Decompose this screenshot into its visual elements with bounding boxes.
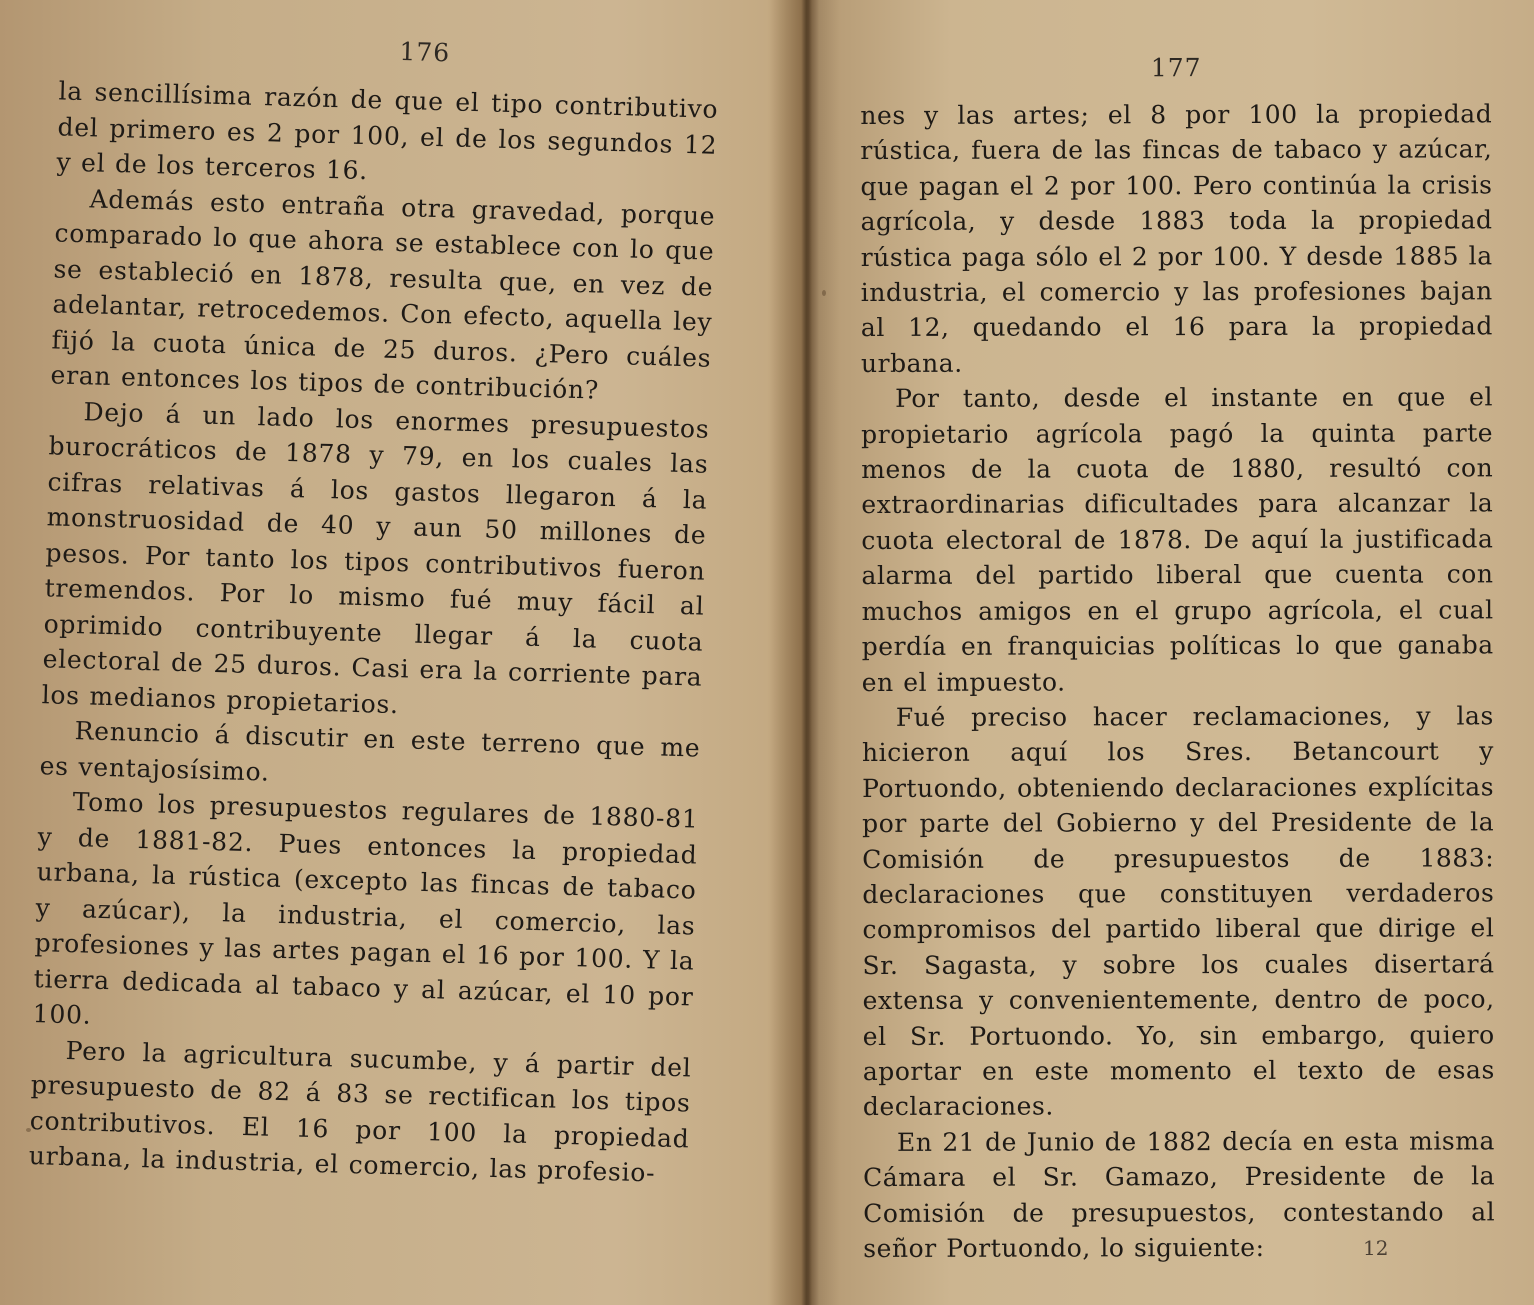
paragraph: Además esto entraña otra gravedad, porque comparado lo que ahora se establece con lo que se estableció en 1878, resulta que, en vez de adelantar, retrocedemos. Con efecto, aquella ley fijó la cuota única de 25 duros. ¿Pero cuáles eran entonces los tipos de contribución?	[50, 183, 716, 405]
paragraph: En 21 de Junio de 1882 decía en esta misma Cámara el Sr. Gamazo, Presidente de la Comisión de presupuestos, contestando al señor Portuondo, lo siguiente:	[863, 1126, 1496, 1263]
paragraph: Pero la agricultura sucumbe, y á partir del presupuesto de 82 á 83 se rectifican los tipos contributivos. El 16 por 100 la propiedad urbana, la industria, el comercio, las profesio-	[28, 1035, 692, 1188]
left-page	[28, 0, 721, 1192]
paper-spot	[822, 290, 826, 296]
paragraph: Renuncio á discutir en este terreno que me es ventajosísimo.	[39, 716, 701, 787]
right-page	[860, 0, 1495, 1266]
page-number: 176	[399, 36, 451, 68]
signature-mark: 12	[1363, 1236, 1389, 1260]
paragraph: Por tanto, desde el instante en que el propietario agrícola pagó la quinta parte menos de la cuota de 1880, resultó con extraordinarias dificultades para alcanzar la cuota electoral de 1878. De aquí la justificada alarma del partido liberal que cuenta con muchos amigos en el grupo agrícola, el cual perdía en franquicias políticas lo que ganaba en el impuesto.	[861, 382, 1494, 697]
paragraph: Fué preciso hacer reclamaciones, y las hicieron aquí los Sres. Betancourt y Portuondo, obteniendo declaraciones explícitas por parte del Gobierno y del Presidente de la Comisión de presupuestos de 1883: declaraciones que constituyen verdaderos compromisos del partido liberal que dirige el Sr. Sagasta, y sobre los cuales disertará extensa y convenientemente, dentro de poco, el Sr. Portuondo. Yo, sin embargo, quiero aportar en este momento el texto de esas declaraciones.	[861, 701, 1495, 1122]
paragraph: Dejo á un lado los enormes presupuestos burocráticos de 1878 y 79, en los cuales las cifras relativas á los gastos llegaron á la monstruosidad de 40 y aun 50 millones de pesos. Por tanto los tipos contributivos fueron tremendos. Por lo mismo fué muy fácil al oprimido contribuyente llegar á la cuota electoral de 25 duros. Casi era la corriente para los medianos propietarios.	[41, 396, 710, 719]
paragraph: la sencillísima razón de que el tipo contributivo del primero es 2 por 100, el de los segundos 12 y el de los terceros 16.	[56, 76, 719, 186]
book-gutter	[770, 0, 840, 1305]
paragraph: Tomo los presupuestos regulares de 1880-81 y de 1881-82. Pues entonces la propiedad urbana, la rústica (excepto las fincas de tabaco y azúcar), la industria, el comercio, las profesiones y las artes pagan el 16 por 100. Y la tierra dedicada al tabaco y al azúcar, el 10 por 100.	[32, 787, 699, 1030]
page-number: 177	[1150, 53, 1202, 83]
paragraph: nes y las artes; el 8 por 100 la propiedad rústica, fuera de las fincas de tabaco y azúcar, que pagan el 2 por 100. Pero continúa la crisis agrícola, y desde 1883 toda la propiedad rústica paga sólo el 2 por 100. Y desde 1885 la industria, el comercio y las profesiones bajan al 12, quedando el 16 para la propiedad urbana.	[860, 99, 1493, 378]
